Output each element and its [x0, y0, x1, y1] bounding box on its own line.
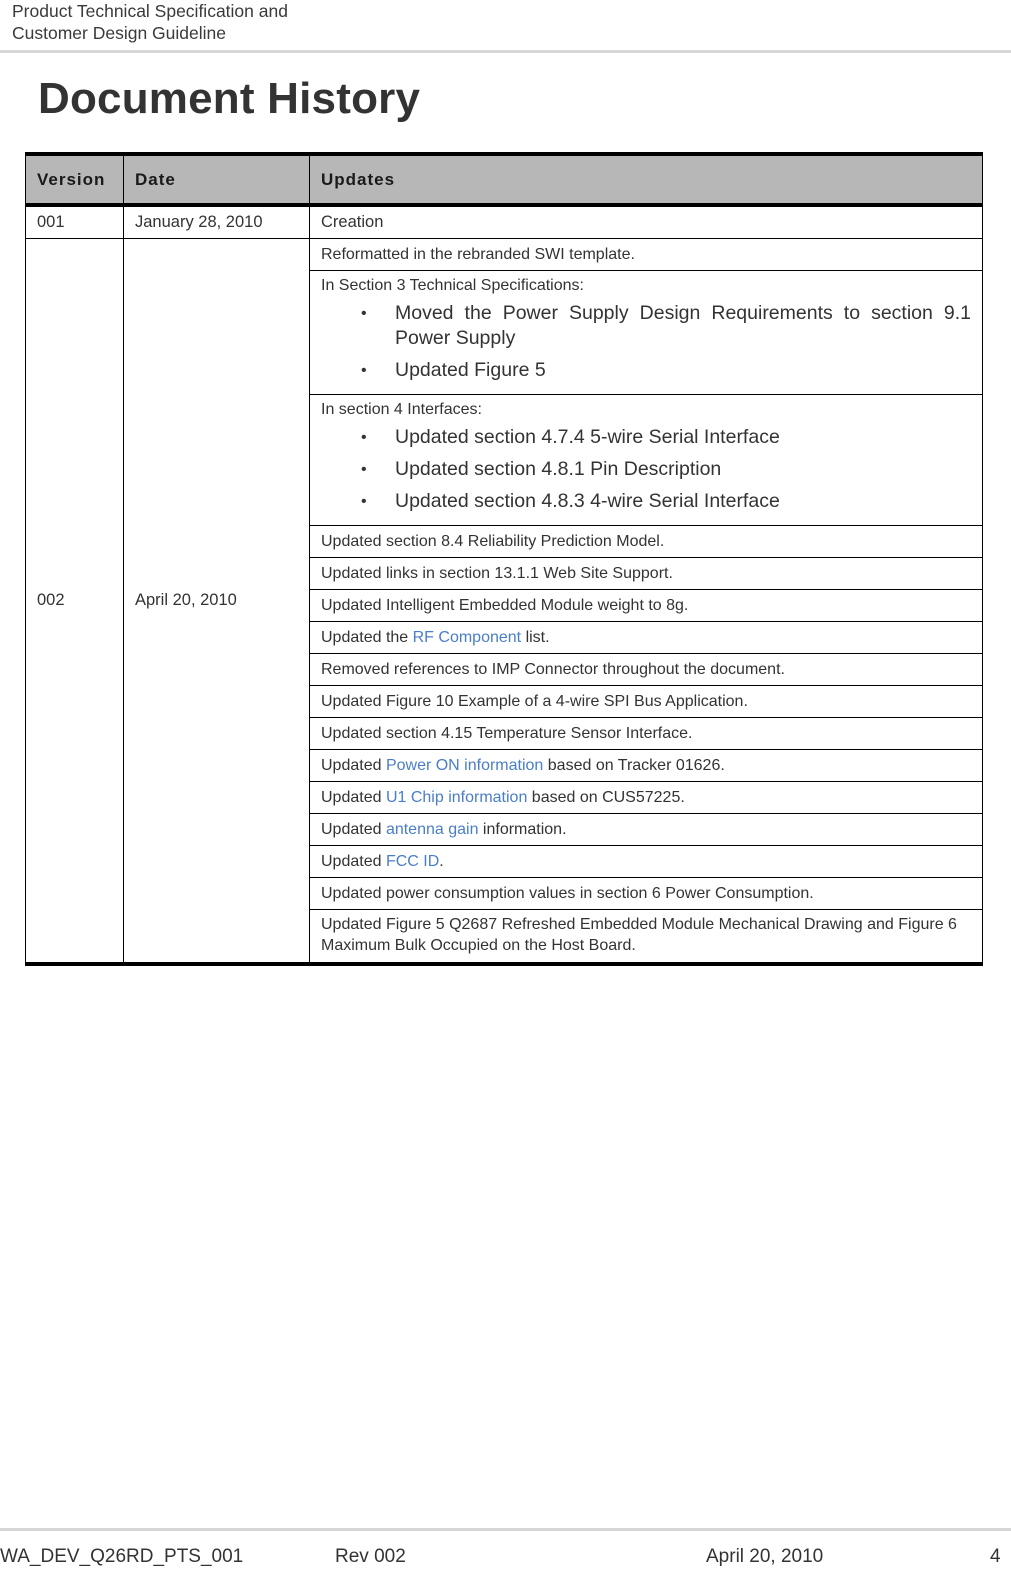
update-cell	[310, 395, 983, 526]
fcc-id-link[interactable]: FCC ID	[385, 853, 440, 870]
date-cell: January 28, 2010	[124, 205, 310, 239]
header-line-1: Product Technical Specification and	[12, 1, 288, 21]
column-header-date: Date	[124, 154, 310, 205]
update-cell: Updated section 4.15 Temperature Sensor Interface.	[310, 718, 983, 750]
update-text-post: based on Tracker 01626.	[543, 757, 725, 774]
update-text-pre: Updated	[321, 789, 386, 806]
update-cell	[310, 750, 983, 782]
update-cell: Updated Figure 10 Example of a 4-wire SPI Bus Application.	[310, 686, 983, 718]
footer-date: April 20, 2010	[706, 1546, 824, 1567]
column-header-updates: Updates	[310, 154, 983, 205]
table-row	[26, 205, 983, 239]
document-history-table	[25, 152, 983, 966]
update-text-pre: Updated	[321, 757, 386, 774]
update-cell	[310, 814, 983, 846]
update-cell	[310, 782, 983, 814]
update-cell: Removed references to IMP Connector throughout the document.	[310, 654, 983, 686]
update-cell: Updated Intelligent Embedded Module weight to 8g.	[310, 590, 983, 622]
list-item: • Updated section 4.7.4 5-wire Serial Interface	[321, 425, 971, 450]
list-item: • Updated Figure 5	[321, 358, 971, 383]
update-intro: In section 4 Interfaces:	[321, 401, 482, 418]
update-text-post: information.	[478, 821, 567, 838]
table-header-row	[26, 154, 983, 205]
bullet-list	[321, 301, 971, 383]
update-cell: Reformatted in the rebranded SWI template.	[310, 239, 983, 271]
antenna-gain-link[interactable]: antenna gain	[385, 821, 479, 838]
u1-chip-information-link[interactable]: U1 Chip information	[385, 789, 528, 806]
update-text-post: list.	[521, 629, 550, 646]
list-item: • Updated section 4.8.1 Pin Description	[321, 457, 971, 482]
column-header-version: Version	[26, 154, 124, 205]
version-cell: 001	[26, 205, 124, 239]
rf-component-link[interactable]: RF Component	[412, 629, 522, 646]
update-cell	[310, 271, 983, 395]
header-divider	[0, 50, 1011, 53]
list-item: • Moved the Power Supply Design Requirements to section 9.1 Power Supply	[321, 301, 971, 351]
table-row	[26, 239, 983, 271]
page-title: Document History	[38, 74, 421, 123]
header-line-2: Customer Design Guideline	[12, 23, 226, 43]
footer-divider	[0, 1528, 1011, 1531]
update-text-pre: Updated	[321, 853, 386, 870]
update-text-pre: Updated	[321, 821, 386, 838]
date-cell: April 20, 2010	[124, 239, 310, 965]
version-cell: 002	[26, 239, 124, 965]
update-cell: Creation	[310, 205, 983, 239]
update-cell	[310, 622, 983, 654]
update-cell: Updated links in section 13.1.1 Web Site Support.	[310, 558, 983, 590]
bullet-list	[321, 425, 971, 514]
update-text-post: .	[439, 853, 444, 870]
update-text-pre: Updated the	[321, 629, 413, 646]
update-intro: In Section 3 Technical Specifications:	[321, 277, 584, 294]
update-text-post: based on CUS57225.	[527, 789, 685, 806]
update-cell	[310, 846, 983, 878]
footer-page-number: 4	[990, 1546, 1001, 1567]
update-cell: Updated Figure 5 Q2687 Refreshed Embedded Module Mechanical Drawing and Figure 6 Maximum Bulk Occupied on the Host Board.	[310, 910, 983, 965]
update-cell: Updated section 8.4 Reliability Prediction Model.	[310, 526, 983, 558]
list-item: • Updated section 4.8.3 4-wire Serial Interface	[321, 489, 971, 514]
footer-revision: Rev 002	[335, 1546, 406, 1567]
update-cell: Updated power consumption values in section 6 Power Consumption.	[310, 878, 983, 910]
power-on-information-link[interactable]: Power ON information	[385, 757, 544, 774]
running-header	[12, 0, 992, 44]
footer-doc-id: WA_DEV_Q26RD_PTS_001	[0, 1546, 244, 1567]
